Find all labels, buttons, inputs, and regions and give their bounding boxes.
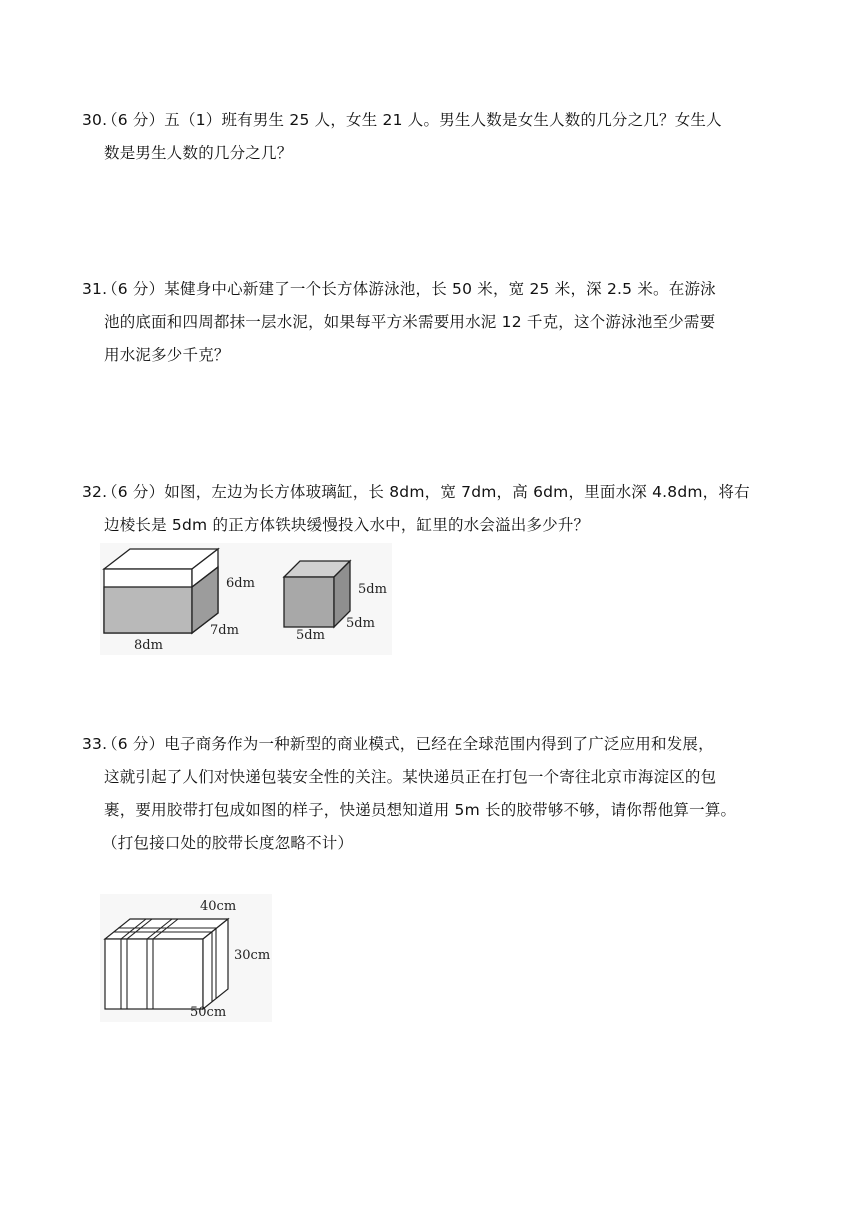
question-number: 33. [82, 735, 108, 753]
question-31 [82, 273, 782, 372]
glass-tank [104, 549, 218, 633]
cube-width-label: 5dm [296, 628, 325, 643]
question-text-cont: 边棱长是 5dm 的正方体铁块缓慢投入水中，缸里的水会溢出多少升？ [104, 516, 590, 534]
package-bottom-label: 50cm [190, 1005, 227, 1020]
question-30 [82, 104, 782, 170]
question-number: 30. [82, 111, 108, 129]
figure-tank-and-cube [100, 543, 392, 655]
question-number: 32. [82, 483, 108, 501]
question-text-cont: 裹，要用胶带打包成如图的样子，快递员想知道用 5m 长的胶带够不够，请你帮他算一算。 [104, 801, 737, 819]
question-text-cont: （打包接口处的胶带长度忽略不计） [102, 834, 354, 852]
question-text-cont: 数是男生人数的几分之几？ [104, 144, 293, 162]
package-side-label: 30cm [234, 948, 271, 963]
question-text: （6 分）某健身中心新建了一个长方体游泳池，长 50 米，宽 25 米，深 2.5 米。在游泳 [102, 280, 716, 298]
question-text: （6 分）五（1）班有男生 25 人，女生 21 人。男生人数是女生人数的几分之几？女生人 [102, 111, 722, 129]
question-number: 31. [82, 280, 108, 298]
question-32 [82, 476, 782, 542]
question-text-cont: 池的底面和四周都抹一层水泥，如果每平方米需要用水泥 12 千克，这个游泳池至少需要 [104, 313, 716, 331]
question-text-cont: 这就引起了人们对快递包装安全性的关注。某快递员正在打包一个寄往北京市海淀区的包 [104, 768, 717, 786]
cube-height-label: 5dm [358, 582, 387, 597]
tank-length-label: 8dm [134, 638, 163, 653]
question-text: （6 分）电子商务作为一种新型的商业模式，已经在全球范围内得到了广泛应用和发展， [102, 735, 714, 753]
tank-width-label: 7dm [210, 623, 239, 638]
question-text: （6 分）如图，左边为长方体玻璃缸，长 8dm，宽 7dm，高 6dm，里面水深 4.8dm，将右 [102, 483, 750, 501]
iron-cube [284, 561, 350, 627]
package-top-label: 40cm [200, 899, 237, 914]
figure-package [100, 894, 272, 1022]
question-text-cont: 用水泥多少千克？ [104, 346, 230, 364]
question-33 [82, 728, 782, 860]
cube-depth-label: 5dm [346, 616, 375, 631]
tank-height-label: 6dm [226, 576, 255, 591]
